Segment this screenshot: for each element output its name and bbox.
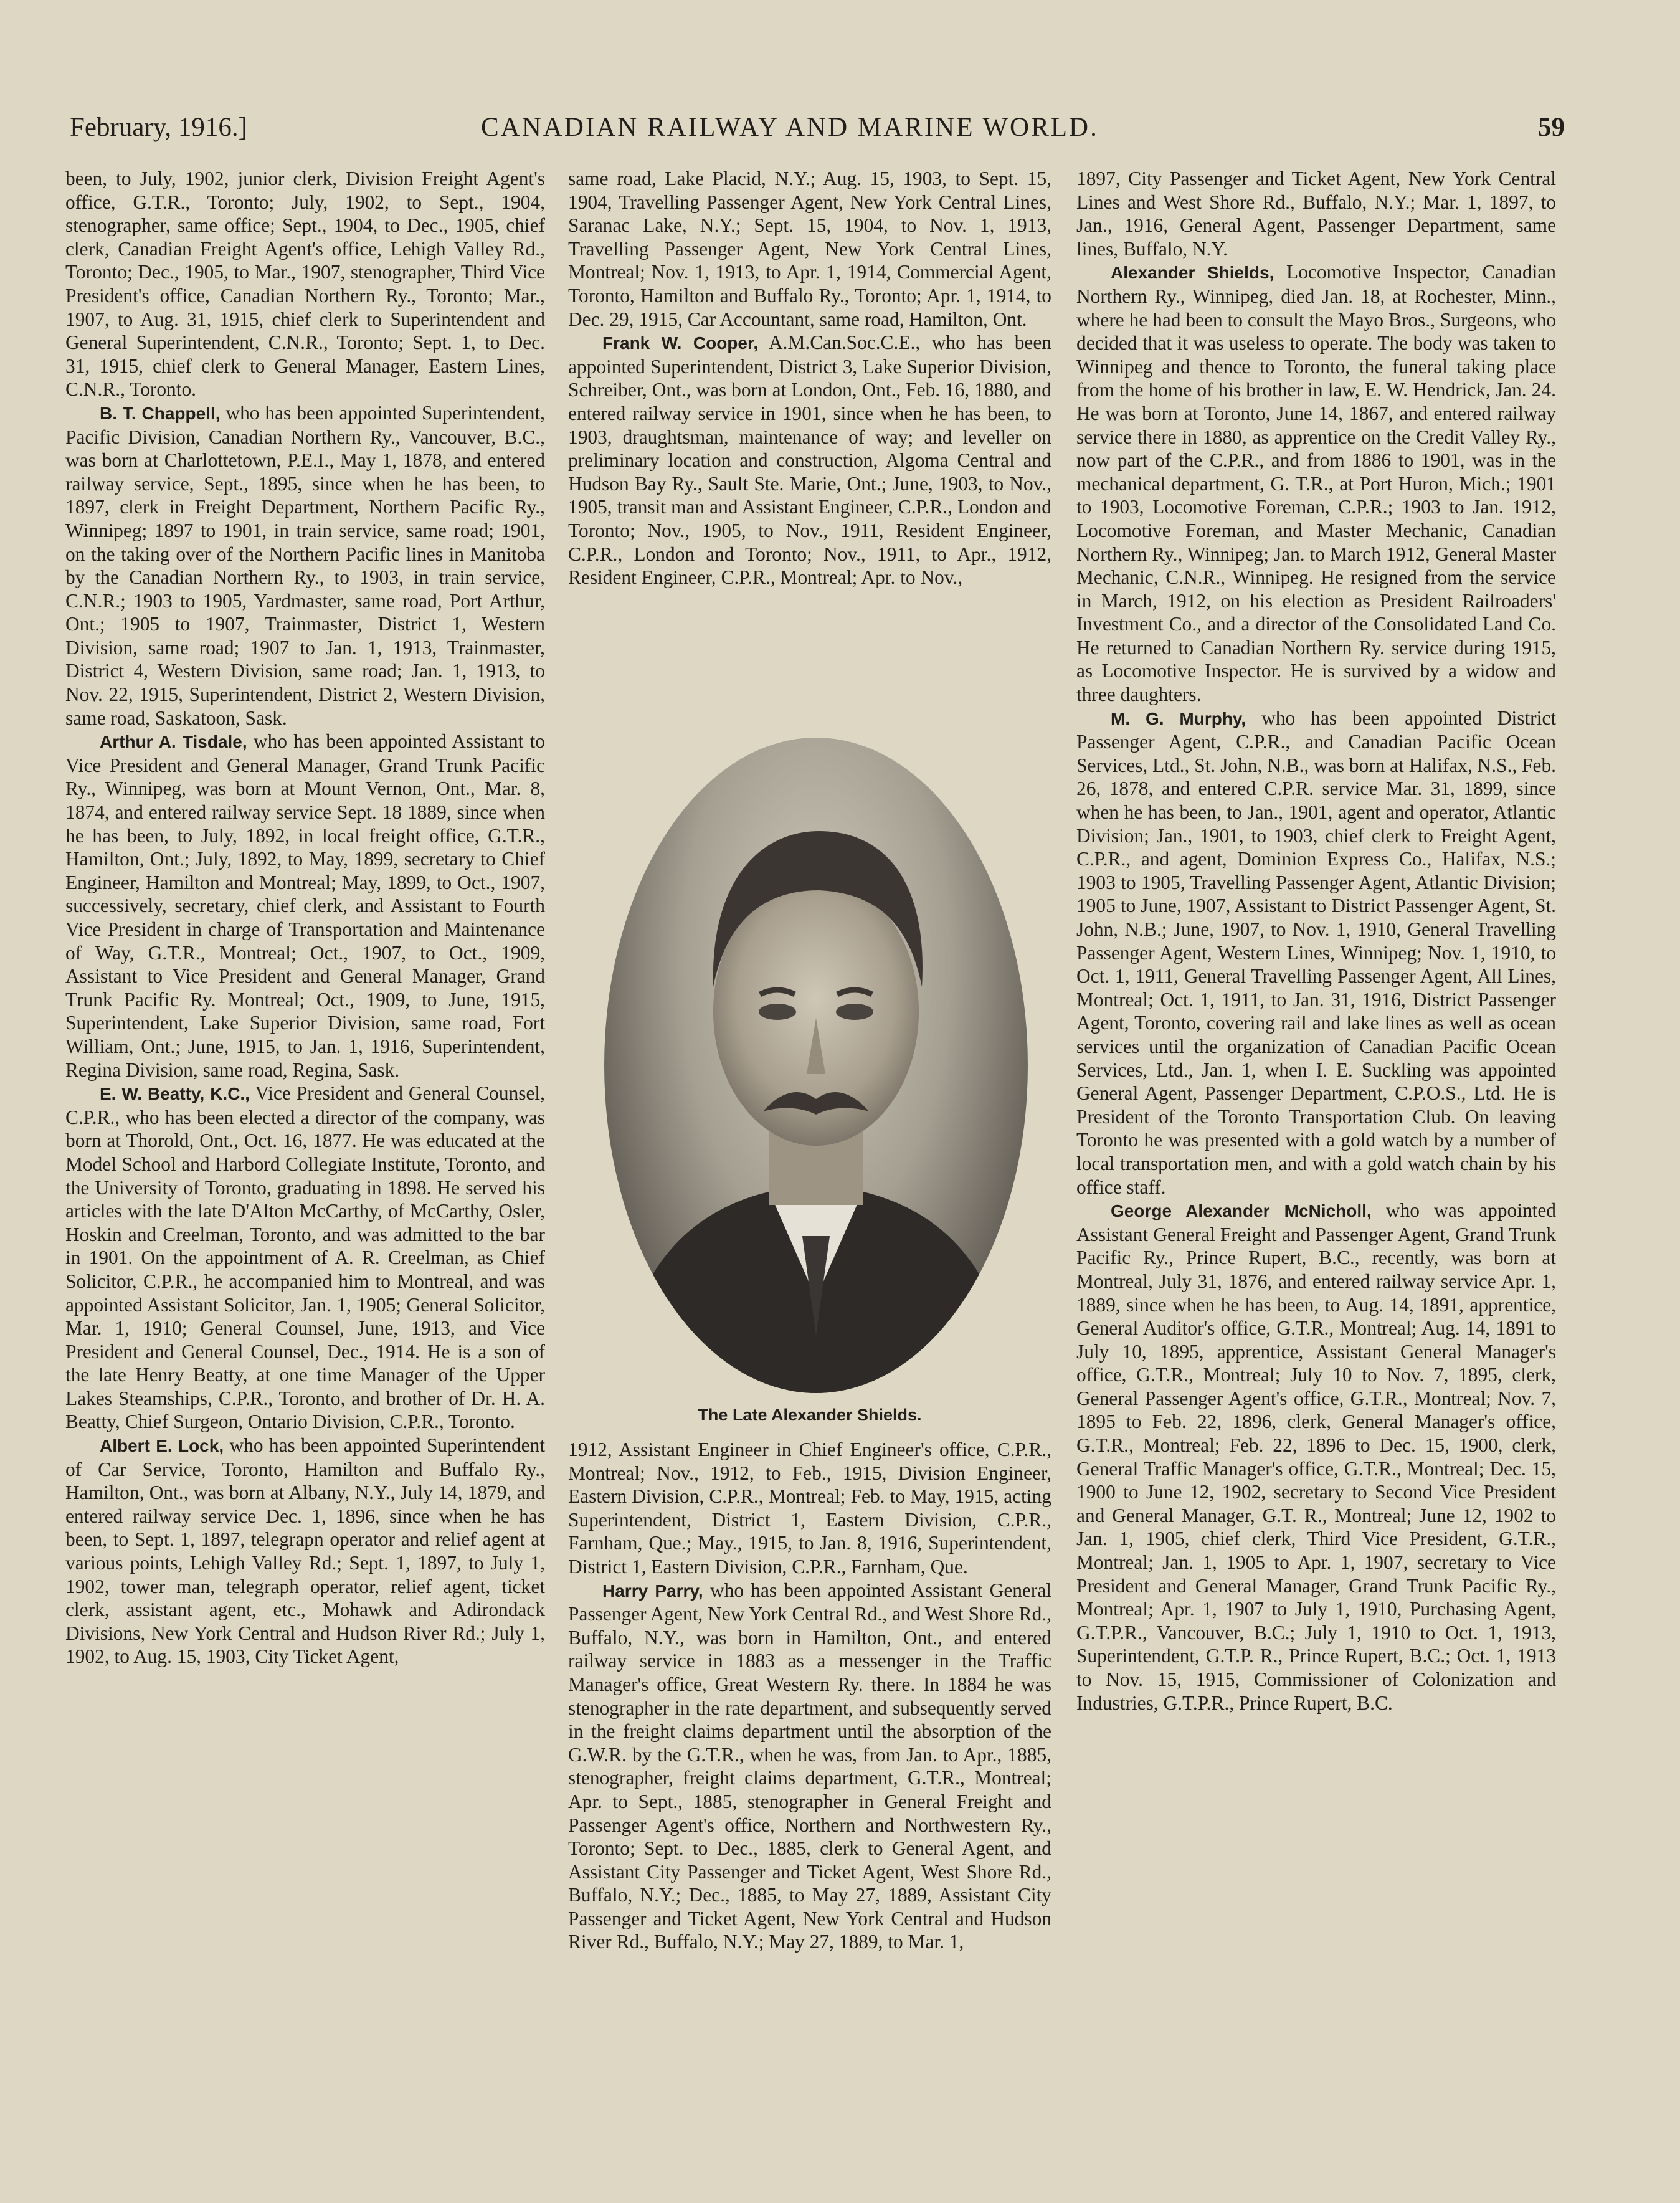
person-name: George Alexander McNicholl, bbox=[1111, 1201, 1372, 1221]
person-name: Arthur A. Tisdale, bbox=[100, 732, 247, 752]
person-name: Albert E. Lock, bbox=[100, 1436, 224, 1456]
paragraph: same road, Lake Placid, N.Y.; Aug. 15, 1903, to Sept. 15, 1904, Travelling Passenger Agent, New York Central Lines, Saranac Lake, N.Y.; Sept. 15, 1904, to Nov. 1, 1913, Travelling Passenger Agent, New York Central Lines, Montreal; Nov. 1, 1913, to Apr. 1, 1914, Commercial Agent, Toronto, Hamilton and Buffalo Ry., Toronto; Apr. 1, 1914, to Dec. 29, 1915, Car Accountant, same road, Hamilton, Ont. bbox=[568, 168, 1051, 330]
paragraph bbox=[65, 730, 545, 1082]
column-1 bbox=[65, 167, 545, 1668]
column-3 bbox=[1076, 167, 1556, 1715]
paragraph-text: who has been appointed Superintendent, Pacific Division, Canadian Northern Ry., Vancouver, B.C., was born at Charlottetown, P.E.I., May 1, 1878, and entered railway service, Sept., 1895, since when he has been, to 1897, clerk in Freight Department, Northern Pacific Ry., Winnipeg; 1897 to 1901, in train service, same road; 1901, on the taking over of the Northern Pacific lines in Manitoba by the Canadian Northern Ry., to 1903, in train service, C.N.R.; 1903 to 1905, Yardmaster, same road, Port Arthur, Ont.; 1905 to 1907, Trainmaster, District 1, Western Division, same road; 1907 to Jan. 1, 1913, Trainmaster, District 4, Western Division, same road; Jan. 1, 1913, to Nov. 22, 1915, Superintendent, District 2, Western Division, same road, Saskatoon, Sask. bbox=[65, 401, 545, 729]
paragraph-text: A.M.Can.Soc.C.E., who has been appointed Superintendent, District 3, Lake Superior Division, Schreiber, Ont., was born at London, Ont., Feb. 16, 1880, and entered railway service in 1901, since when he has been, to 1903, draughtsman, maintenance of way; and leveller on preliminary location and construction, Algoma Central and Hudson Bay Ry., Sault Ste. Marie, Ont.; June, 1903, to Nov., 1905, transit man and Assistant Engineer, C.P.R., London and Toronto; Nov., 1905, to Nov., 1911, Resident Engineer, C.P.R., London and Toronto; Nov., 1911, to Apr., 1912, Resident Engineer, C.P.R., Montreal; Apr. to Nov., bbox=[568, 331, 1051, 589]
paragraph bbox=[1076, 260, 1556, 706]
paragraph: 1897, City Passenger and Ticket Agent, New York Central Lines and West Shore Rd., Buffalo, N.Y.; Mar. 1, 1897, to Jan., 1916, General Agent, Passenger Department, same lines, Buffalo, N.Y. bbox=[1076, 168, 1556, 260]
paragraph-text: Vice President and General Counsel, C.P.R., who has been elected a director of the company, was born at Thorold, Ont., Oct. 16, 1877. He was educated at the Model School and Harbord Collegiate Institute, Toronto, and the University of Toronto, graduating in 1898. He served his articles with the late D'Alton McCarthy, of McCarthy, Osler, Hoskin and Creelman, Toronto, and was admitted to the bar in 1901. On the appointment of A. R. Creelman, as Chief Solicitor, C.P.R., he accompanied him to Montreal, and was appointed Assistant Solicitor, Jan. 1, 1905; General Solicitor, Mar. 1, 1910; General Counsel, June, 1913, and Vice President and General Counsel, Dec., 1914. He is a son of the late Henry Beatty, at one time Manager of the Upper Lakes Steamships, C.P.R., Toronto, and brother of Dr. H. A. Beatty, Chief Surgeon, Ontario Division, C.P.R., Toronto. bbox=[65, 1082, 545, 1433]
paragraph: 1912, Assistant Engineer in Chief Engineer's office, C.P.R., Montreal; Nov., 1912, to Feb., 1915, Division Engineer, Eastern Division, C.P.R., Montreal; Feb. to May, 1915, acting Superintendent, District 1, Eastern Division, C.P.R., Farnham, Que.; May., 1915, to Jan. 8, 1916, Superintendent, District 1, Eastern Division, C.P.R., Farnham, Que. bbox=[568, 1439, 1051, 1577]
paragraph-text: who has been appointed District Passenger Agent, C.P.R., and Canadian Pacific Ocean Services, Ltd., St. John, N.B., was born at Halifax, N.S., Feb. 26, 1878, and entered C.P.R. service Mar. 31, 1899, since when he has been, to Jan., 1901, agent and operator, Atlantic Division; Jan., 1901, to 1903, chief clerk to Freight Agent, C.P.R., and agent, Dominion Express Co., Halifax, N.S.; 1903 to 1905, Travelling Passenger Agent, Atlantic Division; 1905 to June, 1907, Assistant to District Passenger Agent, St. John, N.B.; June, 1907, to Nov. 1, 1910, General Travelling Passenger Agent, Western Lines, Winnipeg; Nov. 1, 1910, to Oct. 1, 1911, General Travelling Passenger Agent, All Lines, Montreal; Oct. 1, 1911, to Jan. 31, 1916, District Passenger Agent, Toronto, covering rail and lake lines as well as ocean services until the organization of Canadian Pacific Ocean Services, Ltd., Jan. 1, when I. E. Suckling was appointed General Agent, Passenger Department, C.P.O.S., Ltd. He is President of the Toronto Transportation Club. On leaving Toronto he was presented with a gold watch by a number of local transportation men, and with a gold watch chain by his office staff. bbox=[1076, 707, 1557, 1198]
paragraph-text: who has been appointed Assistant General Passenger Agent, New York Central Rd., and West Shore Rd., Buffalo, N.Y., was born in Hamilton, Ont., and entered railway service in 1883 as a messenger in the Traffic Manager's office, Great Western Ry. there. In 1884 he was stenographer in the rate department, and subsequently served in the freight claims department until the absorption of the G.W.R. by the G.T.R., when he was, from Jan. to Apr., 1885, stenographer, freight claims department, G.T.R., Montreal; Apr. to Sept., 1885, stenographer in General Freight and Passenger Agent's office, Northern and Northwestern Ry., Toronto; Sept. to Dec., 1885, clerk to General Agent, and Assistant City Passenger and Ticket Agent, West Shore Rd., Buffalo, N.Y.; Dec., 1885, to May 27, 1889, Assistant City Passenger and Ticket Agent, New York Central and Hudson River Rd., Buffalo, N.Y.; May 27, 1889, to Mar. 1, bbox=[568, 1579, 1051, 1953]
paragraph-text: Locomotive Inspector, Canadian Northern Ry., Winnipeg, died Jan. 18, at Rochester, Minn., where he had been to consult the Mayo Bros., Surgeons, who decided that it was useless to operate. The body was taken to Winnipeg and thence to Toronto, the funeral taking place from the home of his brother in law, E. W. Hendrick, Jan. 24. He was born at Toronto, June 14, 1867, and entered railway service there in 1880, as apprentice on the Credit Valley Ry., now part of the C.P.R., and from 1886 to 1901, was in the mechanical department, G. T.R., at Port Huron, Mich.; 1901 to 1903, Locomotive Foreman, C.P.R.; 1903 to Jan. 1912, Locomotive Foreman, and Master Mechanic, Canadian Northern Ry., Winnipeg; Jan. to March 1912, General Master Mechanic, C.N.R., Winnipeg. He resigned from the service in March, 1912, on his election as President Railroaders' Investment Co., and a director of the Consolidated Land Co. He returned to Canadian Northern Ry. service during 1915, as Locomotive Inspector. He is survived by a widow and three daughters. bbox=[1076, 261, 1556, 706]
person-name: M. G. Murphy, bbox=[1111, 708, 1246, 728]
person-name: E. W. Beatty, K.C., bbox=[100, 1084, 250, 1104]
paragraph bbox=[65, 1434, 545, 1668]
paragraph bbox=[1076, 707, 1556, 1199]
photo-caption: The Late Alexander Shields. bbox=[698, 1406, 922, 1424]
portrait-image bbox=[604, 738, 1028, 1393]
paragraph-text: who was appointed Assistant General Freight and Passenger Agent, Grand Trunk Pacific Ry., Prince Rupert, B.C., recently, was born at Montreal, July 31, 1876, and entered railway service Apr. 1, 1889, since when he has been, to Aug. 14, 1891, apprentice, General Auditor's office, G.T.R., Montreal; Aug. 14, 1891 to July 10, 1895, apprentice, Assistant General Manager's office, G.T.R., Montreal; July 10 to Nov. 7, 1895, clerk, General Passenger Agent's office, G.T.R., Montreal; Nov. 7, 1895 to Feb. 22, 1896, clerk, General Manager's office, G.T.R., Montreal; Feb. 22, 1896 to Dec. 15, 1900, clerk, General Traffic Manager's office, G.T.R., Montreal; Dec. 15, 1900 to June 12, 1902, secretary to Second Vice President and General Manager, G.T. R., Montreal; June 12, 1902 to Jan. 1, 1905, chief clerk, Third Vice President, G.T.R., Montreal; Jan. 1, 1905 to Apr. 1, 1907, secretary to Vice President and General Manager, Grand Trunk Pacific Ry., Montreal; Apr. 1, 1907 to July 1, 1910, Purchasing Agent, G.T.P.R., Vancouver, B.C.; July 1, 1910 to Oct. 1, 1913, Superintendent, G.T.P. R., Prince Rupert, B.C.; Oct. 1, 1913 to Nov. 15, 1915, Commissioner of Colonization and Industries, G.T.P.R., Prince Rupert, B.C. bbox=[1076, 1199, 1556, 1714]
paragraph bbox=[1076, 1199, 1556, 1715]
person-name: Frank W. Cooper, bbox=[602, 333, 759, 353]
person-name: B. T. Chappell, bbox=[100, 403, 221, 423]
person-name: Harry Parry, bbox=[602, 1581, 703, 1601]
column-2-bottom bbox=[568, 1438, 1051, 1954]
portrait-photo bbox=[604, 738, 1028, 1393]
publication-title: CANADIAN RAILWAY AND MARINE WORLD. bbox=[481, 113, 1099, 142]
page-number: 59 bbox=[1538, 113, 1565, 142]
page-header bbox=[70, 112, 1565, 156]
person-name: Alexander Shields, bbox=[1111, 263, 1274, 283]
column-2-top bbox=[568, 167, 1051, 589]
paragraph bbox=[65, 1082, 545, 1434]
issue-date: February, 1916.] bbox=[70, 113, 248, 142]
paragraph bbox=[65, 401, 545, 730]
paragraph bbox=[568, 331, 1051, 589]
paragraph: been, to July, 1902, junior clerk, Division Freight Agent's office, G.T.R., Toronto; July, 1902, to Sept., 1904, stenographer, same office; Sept., 1904, to Dec., 1905, chief clerk, Canadian Freight Agent's office, Lehigh Valley Rd., Toronto; Dec., 1905, to Mar., 1907, stenographer, Third Vice President's office, Canadian Northern Ry., Toronto; Mar., 1907, to Aug. 31, 1915, chief clerk to Superintendent and General Superintendent, C.N.R., Toronto; Sept. 1, to Dec. 31, 1915, chief clerk to General Manager, Eastern Lines, C.N.R., Toronto. bbox=[65, 168, 545, 401]
paragraph-text: who has been appointed Superintendent of Car Service, Toronto, Hamilton and Buffalo Ry., Hamilton, Ont., was born at Albany, N.Y., July 14, 1879, and entered railway service Dec. 1, 1896, since when he has been, to Sept. 1, 1897, telegrapn operator and relief agent at various points, Lehigh Valley Rd.; Sept. 1, 1897, to July 1, 1902, tower man, telegraph operator, relief agent, ticket clerk, assistant agent, etc., Mohawk and Adirondack Divisions, New York Central and Hudson River Rd.; July 1, 1902, to Aug. 15, 1903, City Ticket Agent, bbox=[65, 1434, 545, 1668]
paragraph-text: who has been appointed Assistant to Vice President and General Manager, Grand Trunk Pacific Ry., Winnipeg, was born at Mount Vernon, Ont., Mar. 8, 1874, and entered railway service Sept. 18 1889, since when he has been, to July, 1892, in local freight office, G.T.R., Hamilton, Ont.; July, 1892, to May, 1899, secretary to Chief Engineer, Hamilton and Montreal; May, 1899, to Oct., 1907, successively, secretary, chief clerk, and Assistant to Fourth Vice President in charge of Transportation and Maintenance of Way, G.T.R., Montreal; Oct., 1907, to Oct., 1909, Assistant to Vice President and General Manager, Grand Trunk Pacific Ry. Montreal; Oct., 1909, to June, 1915, Superintendent, Lake Superior Division, same road, Fort William, Ont.; June, 1915, to Jan. 1, 1916, Superintendent, Regina Division, same road, Regina, Sask. bbox=[65, 730, 545, 1081]
paragraph bbox=[568, 1579, 1051, 1954]
